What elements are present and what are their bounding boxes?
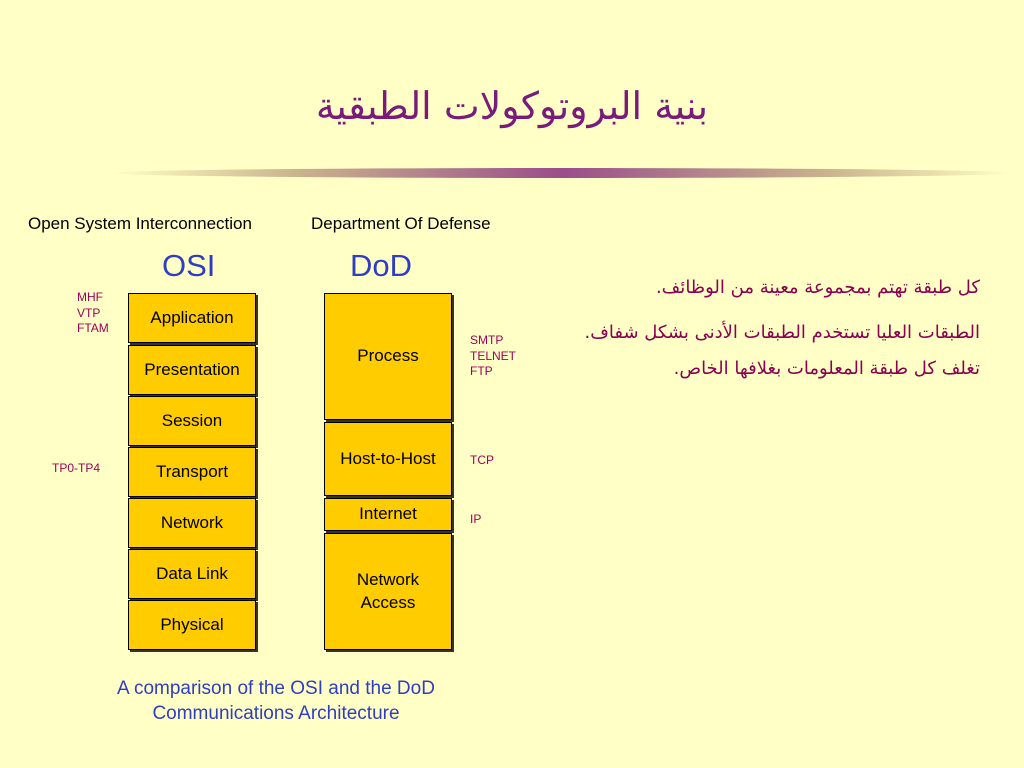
osi-layer-application: Application [128,293,256,343]
osi-heading: OSI [162,248,216,283]
caption-line-1: A comparison of the OSI and the DoD [117,678,435,699]
osi-application-protocols: MHF VTP FTAM [77,290,109,336]
osi-layer-data-link: Data Link [128,549,256,599]
arabic-point-2: الطبقات العليا تستخدم الطبقات الأدنى بشكل شفاف. [584,322,980,344]
dod-internet-protocols: IP [470,512,482,526]
dod-process-protocols: SMTP TELNET FTP [470,333,517,379]
dod-layer-network-access: Network Access [324,533,452,650]
osi-full-name: Open System Interconnection [28,214,252,233]
caption-line-2: Communications Architecture [152,702,400,724]
slide-title: بنية البروتوكولات الطبقية [315,84,709,128]
osi-layer-network: Network [128,498,256,548]
osi-layer-transport: Transport [128,447,256,497]
dod-heading: DoD [350,248,413,283]
osi-layer-session: Session [128,396,256,446]
arabic-point-3: تغلف كل طبقة المعلومات بغلافها الخاص. [673,357,980,379]
dod-host-protocols: TCP [470,453,494,467]
arabic-point-1: كل طبقة تهتم بمجموعة معينة من الوظائف. [655,277,980,298]
dod-layer-process: Process [324,293,452,420]
osi-layer-physical: Physical [128,600,256,650]
dod-layer-internet: Internet [324,498,452,531]
title-divider [112,168,1012,178]
osi-layer-presentation: Presentation [128,345,256,395]
dod-full-name: Department Of Defense [311,214,491,233]
arabic-description [560,276,980,402]
osi-transport-protocols: TP0-TP4 [52,461,101,475]
dod-layer-host-to-host: Host-to-Host [324,422,452,496]
figure-caption [76,677,476,726]
